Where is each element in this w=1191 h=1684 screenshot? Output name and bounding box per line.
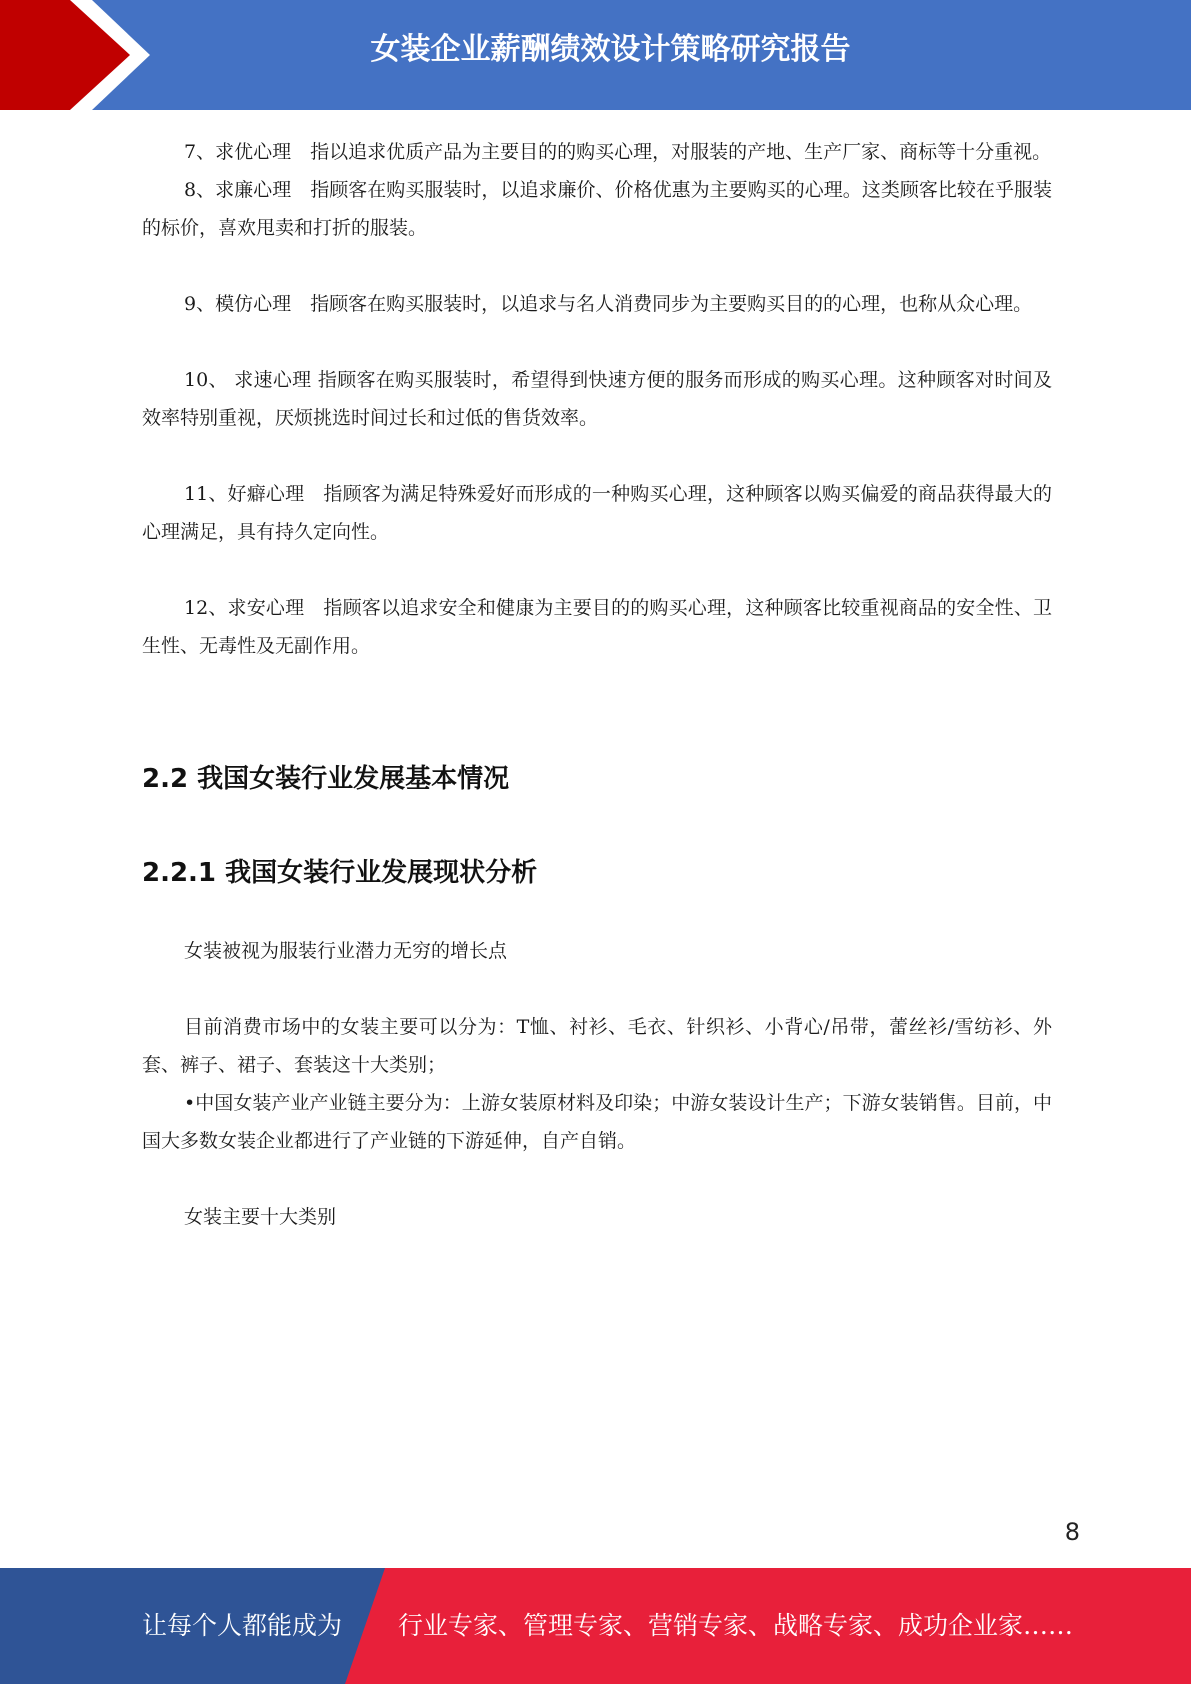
paragraph-7: 7、求优心理 指以追求优质产品为主要目的的购买心理，对服装的产地、生产厂家、商标等十分重视。 [184, 141, 1052, 163]
footer-slogan-right: 行业专家、管理专家、营销专家、战略专家、成功企业家…… [398, 1611, 1074, 1640]
footer-slogan-left: 让每个人都能成为 [142, 1611, 343, 1640]
paragraph-12: 12、求安心理 指顾客以追求安全和健康为主要目的的购买心理，这种顾客比较重视商品的安全性、卫生性、无毒性及无副作用。 [142, 597, 1052, 657]
paragraph-10: 10、 求速心理 指顾客在购买服装时，希望得到快速方便的服务而形成的购买心理。这种顾客对时间及效率特别重视，厌烦挑选时间过长和过低的售货效率。 [142, 369, 1052, 429]
section-heading: 2.2 我国女装行业发展基本情况 [142, 764, 510, 794]
subsection-heading: 2.2.1 我国女装行业发展现状分析 [142, 858, 538, 888]
header-banner [0, 0, 1191, 110]
intro-paragraph: 女装被视为服装行业潜力无穷的增长点 [184, 940, 508, 962]
industry-chain-paragraph: •中国女装产业产业链主要分为：上游女装原材料及印染；中游女装设计生产；下游女装销售。目前，中国大多数女装企业都进行了产业链的下游延伸，自产自销。 [142, 1092, 1052, 1152]
page-body [142, 133, 1052, 1236]
footer-banner [0, 1568, 1191, 1684]
categories-paragraph: 目前消费市场中的女装主要可以分为：T恤、衬衫、毛衣、针织衫、小背心/吊带，蕾丝衫/雪纺衫、外套、裤子、裙子、套装这十大类别； [142, 1016, 1052, 1076]
paragraph-9: 9、模仿心理 指顾客在购买服装时，以追求与名人消费同步为主要购买目的的心理，也称从众心理。 [184, 293, 1033, 315]
ten-categories-caption: 女装主要十大类别 [184, 1206, 337, 1228]
paragraph-11: 11、好癖心理 指顾客为满足特殊爱好而形成的一种购买心理，这种顾客以购买偏爱的商品获得最大的心理满足，具有持久定向性。 [142, 483, 1052, 543]
paragraph-8: 8、求廉心理 指顾客在购买服装时，以追求廉价、价格优惠为主要购买的心理。这类顾客比较在乎服装的标价，喜欢甩卖和打折的服装。 [142, 179, 1052, 239]
page-number: 8 [1064, 1518, 1080, 1546]
report-title: 女装企业薪酬绩效设计策略研究报告 [370, 32, 851, 67]
